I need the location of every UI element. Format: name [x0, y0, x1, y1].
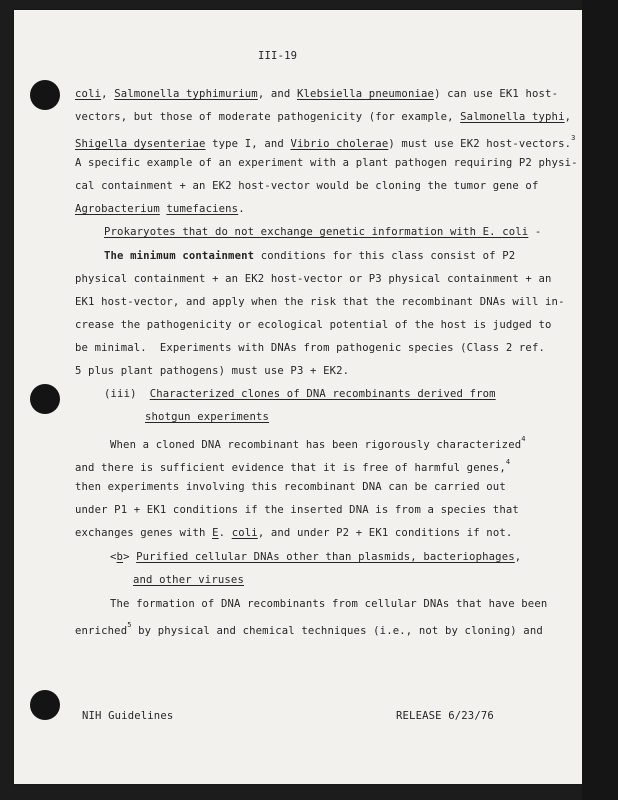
- text-line-17: and there is sufficient evidence that it is free of harmful genes,$^4$: [75, 458, 511, 474]
- section-heading-b-cont: and other viruses: [133, 574, 244, 586]
- text-line-12: be minimal. Experiments with DNAs from pathogenic species (Class 2 ref.: [75, 342, 546, 354]
- binder-hole-top: [30, 80, 60, 110]
- page-number: III-19: [258, 50, 298, 62]
- text-line-16: When a cloned DNA recombinant has been rigorously characterized$^4$: [110, 435, 526, 451]
- text-line-18: then experiments involving this recombinant DNA can be carried out: [75, 481, 506, 493]
- text-line-4: A specific example of an experiment with a plant pathogen requiring P2 physi-: [75, 157, 578, 169]
- text-line-23: The formation of DNA recombinants from cellular DNAs that have been: [110, 598, 548, 610]
- footer-left: NIH Guidelines: [82, 710, 174, 722]
- section-heading-b: <b> Purified cellular DNAs other than plasmids, bacteriophages,: [110, 551, 522, 563]
- text-line-2: vectors, but those of moderate pathogenicity (for example, Salmonella typhi,: [75, 111, 572, 123]
- section-heading-prokaryotes: Prokaryotes that do not exchange genetic information with E. coli -: [104, 226, 542, 238]
- text-line-13: 5 plus plant pathogens) must use P3 + EK2.: [75, 365, 350, 377]
- binder-hole-bottom: [30, 690, 60, 720]
- text-line-3: Shigella dysenteriae type I, and Vibrio cholerae) must use EK2 host-vectors.$^3$: [75, 134, 576, 150]
- scan-background-edge: [582, 0, 618, 800]
- text-line-20: exchanges genes with E. coli, and under P2 + EK1 conditions if not.: [75, 527, 513, 539]
- text-line-11: crease the pathogenicity or ecological potential of the host is judged to: [75, 319, 552, 331]
- text-line-5: cal containment + an EK2 host-vector would be cloning the tumor gene of: [75, 180, 539, 192]
- text-line-1: coli, Salmonella typhimurium, and Klebsiella pneumoniae) can use EK1 host-: [75, 88, 559, 100]
- text-line-19: under P1 + EK1 conditions if the inserted DNA is from a species that: [75, 504, 519, 516]
- section-heading-iii-cont: shotgun experiments: [145, 411, 270, 423]
- section-heading-iii: (iii) Characterized clones of DNA recombinants derived from: [104, 388, 496, 400]
- binder-hole-middle: [30, 384, 60, 414]
- text-line-8: The minimum containment conditions for this class consist of P2: [104, 250, 516, 262]
- text-line-10: EK1 host-vector, and apply when the risk that the recombinant DNAs will in-: [75, 296, 565, 308]
- footer-right: RELEASE 6/23/76: [396, 710, 494, 722]
- text-line-6: Agrobacterium tumefaciens.: [75, 203, 245, 215]
- text-line-9: physical containment + an EK2 host-vector or P3 physical containment + an: [75, 273, 552, 285]
- text-line-24: enriched$^5$ by physical and chemical techniques (i.e., not by cloning) and: [75, 621, 543, 637]
